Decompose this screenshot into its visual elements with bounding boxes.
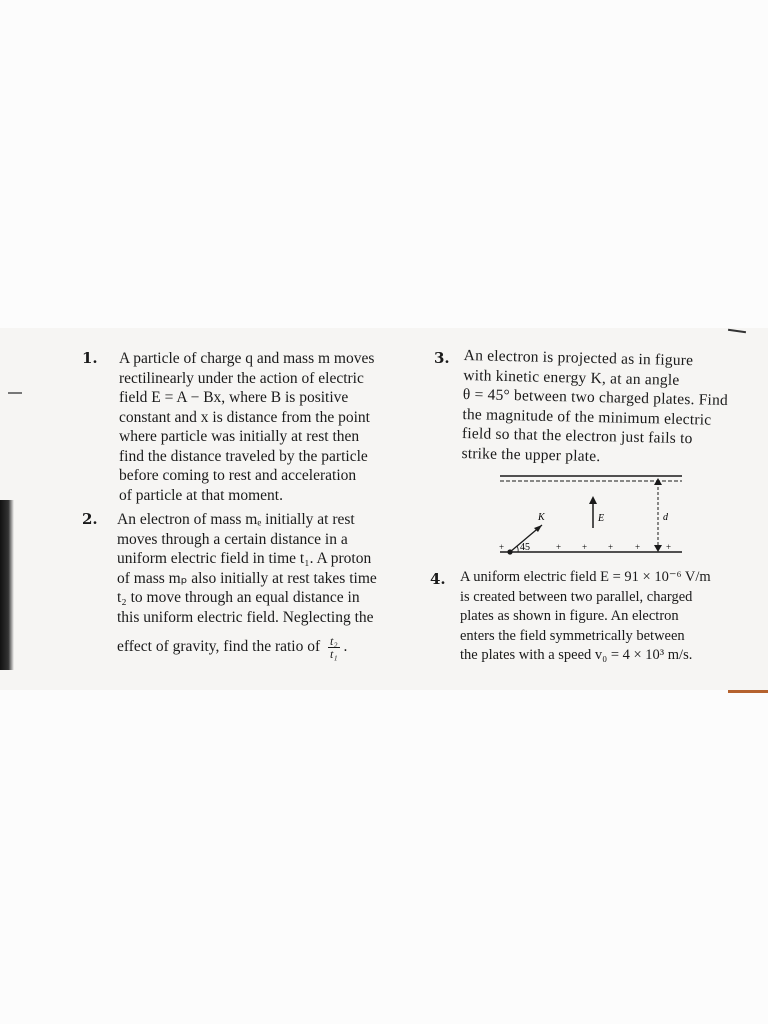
ratio-fraction [328,635,340,660]
question-line: field E = A − Bx, where B is positive [119,389,349,406]
page-edge-shadow [0,500,14,670]
question-line: where particle was initially at rest then [119,428,360,445]
question-line: strike the upper plate. [461,444,601,465]
ratio-denominator: t₁ [330,647,338,661]
question-line: field so that the electron just fails to [461,424,693,448]
question-line: this uniform electric field. Neglecting the [117,608,374,626]
question-line: constant and x is distance from the point [119,408,370,426]
distance-arrow-up [654,478,662,485]
angle-arc [517,546,518,552]
question-line: of particle at that moment. [119,486,283,504]
ratio-line-text: effect of gravity, find the ratio of [117,638,321,656]
question-line: find the distance traveled by the particle [119,447,368,465]
question-3-text [461,346,729,469]
question-4-text [460,568,711,666]
page-edge-right [728,690,768,693]
question-1-number: 1. [82,349,98,367]
ratio-numerator: t₂ [330,634,338,648]
plus-sign: + [582,542,588,552]
question-line: A uniform electric field E = 91 × 10⁻⁶ V/m [460,569,711,585]
question-line: An electron of mass mₑ initially at rest [117,511,355,528]
question-2-number: 2. [82,510,98,528]
ratio-period: . [343,638,348,656]
question-line: A particle of charge q and mass m moves [119,350,375,367]
plates-diagram [496,468,686,558]
question-line: t₂ to move through an equal distance in [117,589,360,606]
figure-label-k: K [538,512,545,523]
question-line: θ = 45° between two charged plates. Find [462,385,729,409]
question-1-text [119,349,374,505]
field-arrowhead [589,496,597,504]
question-4-number: 4. [430,570,446,588]
plus-sign: + [556,542,562,552]
question-line: uniform electric field in time t₁. A proton [117,550,372,567]
plus-sign: + [635,542,641,552]
ratio-line [117,635,377,660]
question-line: An electron is projected as in figure [463,346,694,370]
question-line: the magnitude of the minimum electric [462,405,712,429]
margin-mark [8,392,22,394]
plus-sign: + [499,542,505,552]
question-line: before coming to rest and acceleration [119,467,357,484]
question-line: rectilinearly under the action of electric [119,369,364,387]
plus-sign: + [666,542,672,552]
figure-label-e: E [598,513,605,524]
question-2-text [117,510,377,660]
question-line: with kinetic energy K, at an angle [463,366,680,389]
distance-arrow-down [654,545,662,552]
plates-figure [496,468,686,558]
figure-label-d: d [663,512,668,523]
figure-angle-label: 45 [520,542,530,553]
question-line: the plates with a speed v₀ = 4 × 10³ m/s. [460,647,693,663]
question-line: moves through a certain distance in a [117,530,348,548]
question-line: is created between two parallel, charged [460,588,693,605]
plus-sign: + [608,542,614,552]
question-3-number: 3. [434,349,450,367]
question-line: of mass mₚ also initially at rest takes time [117,569,377,587]
question-line: plates as shown in figure. An electron [460,608,679,624]
question-line: enters the field symmetrically between [460,627,685,644]
